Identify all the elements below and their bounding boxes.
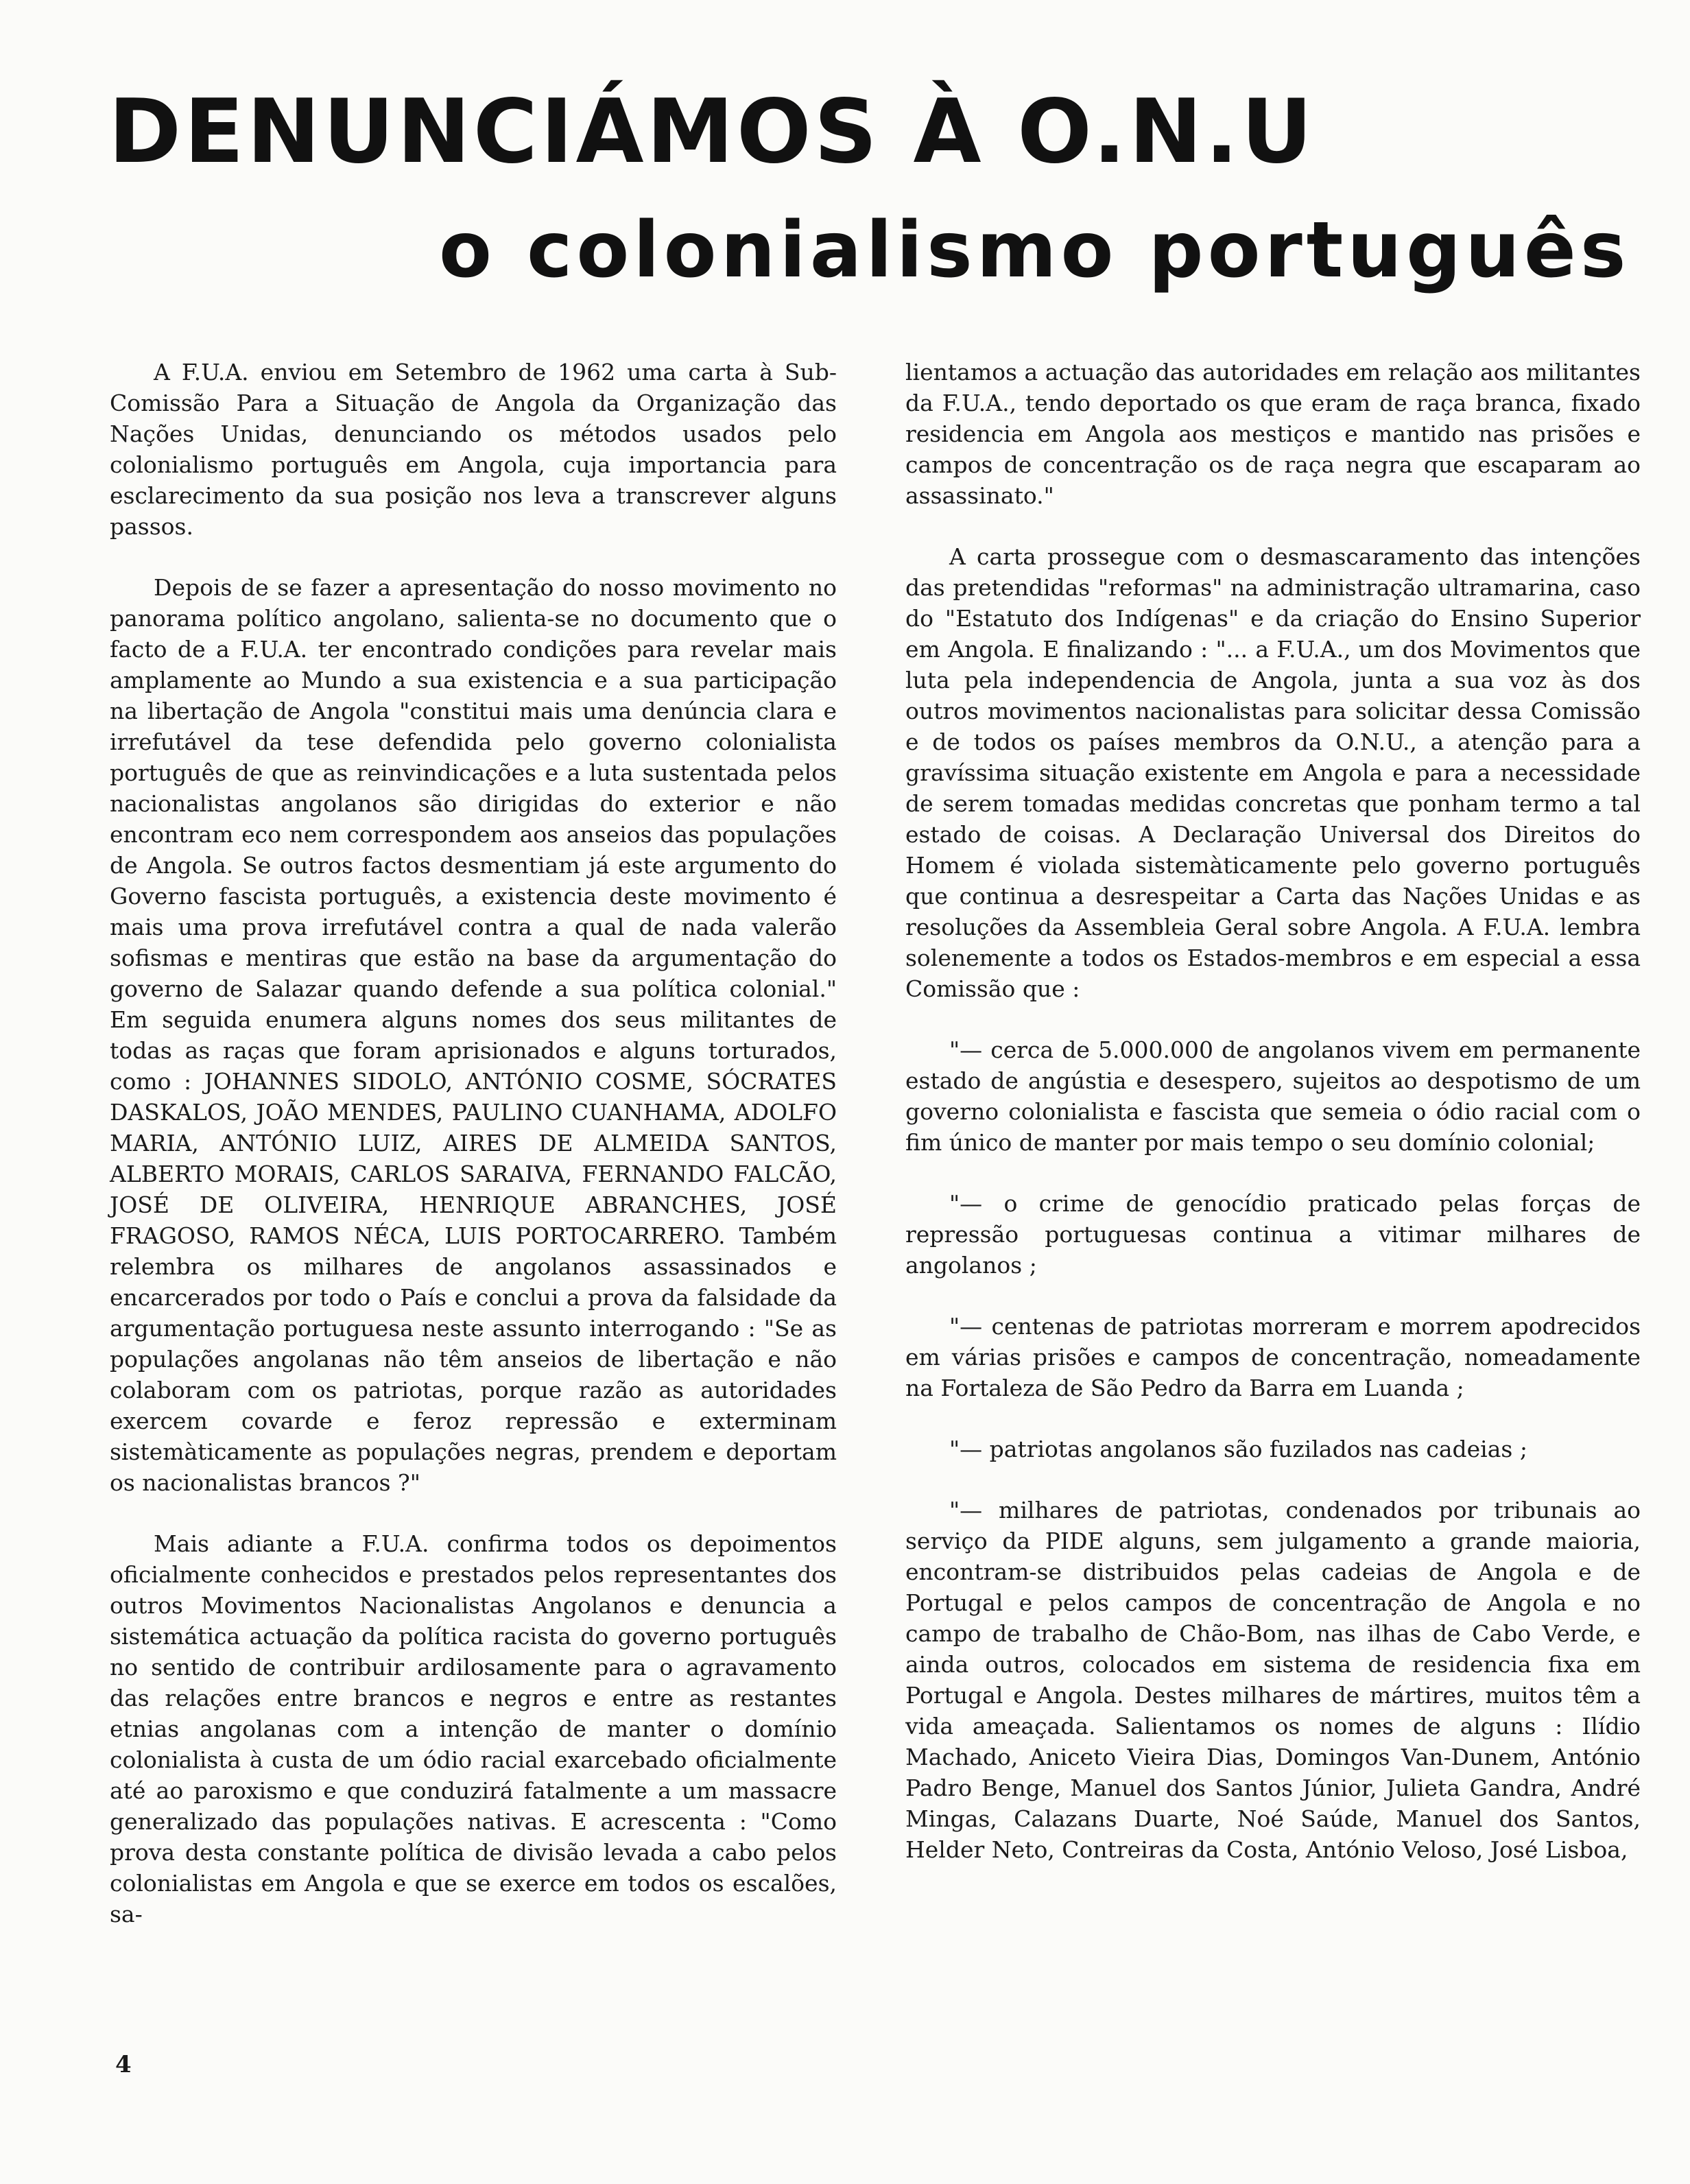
quote-item-genocide: "— o crime de genocídio praticado pelas forças de repressão portuguesas continua a vitimar milhares de angolanos ; [905, 1190, 1641, 1279]
quote-item-prisoners: "— milhares de patriotas, condenados por tribunais ao serviço da PIDE alguns, sem julgamento a grande maioria, encontram-se distribuidos pelas cadeias de Angola e de Portugal e pelos campos de concentração de Angola e no campo de trabalho de Chão-Bom, nas ilhas de Cabo Verde, e ainda outros, colocados em sistema de residencia fixa em Portugal e Angola. Destes milhares de mártires, muitos têm a vida ameaçada. Salientamos os nomes de alguns : Ilídio Machado, Aniceto Vieira Dias, Domingos Van-Dunem, António Padro Benge, Manuel dos Santos Júnior, Julieta Gandra, André Mingas, Calazans Duarte, Noé Saúde, Manuel dos Santos, Helder Neto, Contreiras da Costa, António Veloso, José Lisboa, [905, 1497, 1641, 1863]
paragraph-racist-policy: Mais adiante a F.U.A. confirma todos os depoimentos oficialmente conhecidos e prestados pelos representantes dos outros Movimentos Nacionalistas Angolanos e denuncia a sistemática actuação da política racista do governo português no sentido de contribuir ardilosamente para o agravamento das relações entre brancos e negros e entre as restantes etnias angolanas com a intenção de manter o domínio colonialista à custa de um ódio racial exarcebado oficialmente até ao paroxismo e que conduzirá fatalmente a um massacre generalizado das populações nativas. E acrescenta : "Como prova desta constante política de divisão levada a cabo pelos colonialistas em Angola e que se exerce em todos os escalões, sa- [110, 1530, 837, 1927]
quote-item-angolans: "— cerca de 5.000.000 de angolanos vivem em permanente estado de angústia e desespero, sujeitos ao despotismo de um governo colonialista e fascista que semeia o ódio racial com o fim único de manter por mais tempo o seu domínio colonial; [905, 1036, 1641, 1156]
paragraph-continuation: lientamos a actuação das autoridades em relação aos militantes da F.U.A., tendo deportado os que eram de raça branca, fixado residencia em Angola aos mestiços e mantido nas prisões e campos de concentração os de raça negra que escaparam ao assassinato." [905, 359, 1641, 509]
right-text-column [905, 357, 1641, 1895]
paragraph-presentation: Depois de se fazer a apresentação do nosso movimento no panorama político angolano, salienta-se no documento que o facto de a F.U.A. ter encontrado condições para revelar mais amplamente ao Mundo a sua existencia e a sua participação na libertação de Angola "constitui mais uma denúncia clara e irrefutável da tese defendida pelo governo colonialista português de que as reinvindicações e a luta sustentada pelos nacionalistas angolanos são dirigidas do exterior e não encontram eco nem correspondem aos anseios das populações de Angola. Se outros factos desmentiam já este argumento do Governo fascista português, a existencia deste movimento é mais uma prova irrefutável contra a qual de nada valerão sofismas e mentiras que estão na base da argumentação do governo de Salazar quando defende a sua política colonial." Em seguida enumera alguns nomes dos seus militantes de todas as raças que foram aprisionados e alguns torturados, como : JOHANNES SIDOLO, ANTÓNIO COSME, SÓCRATES DASKALOS, JOÃO MENDES, PAULINO CUANHAMA, ADOLFO MARIA, ANTÓNIO LUIZ, AIRES DE ALMEIDA SANTOS, ALBERTO MORAIS, CARLOS SARAIVA, FERNANDO FALCÃO, JOSÉ DE OLIVEIRA, HENRIQUE ABRANCHES, JOSÉ FRAGOSO, RAMOS NÉCA, LUIS PORTOCARRERO. Também relembra os milhares de angolanos assassinados e encarcerados por todo o País e conclui a prova da falsidade da argumentação portuguesa neste assunto interrogando : "Se as populações angolanas não têm anseios de libertação e não colaboram com os patriotas, porque razão as autoridades exercem covarde e feroz repressão e exterminam sistemàticamente as populações negras, prendem e deportam os nacionalistas brancos ?" [110, 574, 837, 1496]
paragraph-intro: A F.U.A. enviou em Setembro de 1962 uma carta à Sub-Comissão Para a Situação de Angola da Organização das Nações Unidas, denunciando os métodos usados pelo colonialismo português em Angola, cuja importancia para esclarecimento da sua posição nos leva a transcrever alguns passos. [110, 359, 837, 540]
page-number: 4 [115, 2051, 132, 2078]
headline-line-2: o colonialismo português [439, 206, 1630, 295]
left-text-column [110, 357, 837, 1960]
headline-line-1: DENUNCIÁMOS À O.N.U [108, 81, 1316, 183]
quote-item-executions: "— patriotas angolanos são fuzilados nas cadeias ; [949, 1436, 1527, 1462]
paragraph-reforms: A carta prossegue com o desmascaramento das intenções das pretendidas "reformas" na administração ultramarina, caso do "Estatuto dos Indígenas" e da criação do Ensino Superior em Angola. E finalizando : "... a F.U.A., um dos Movimentos que luta pela independencia de Angola, junta a sua voz às dos outros movimentos nacionalistas para solicitar dessa Comissão e de todos os países membros da O.N.U., a atenção para a gravíssima situação existente em Angola e para a necessidade de serem tomadas medidas concretas que ponham termo a tal estado de coisas. A Declaração Universal dos Direitos do Homem é violada sistemàticamente pelo governo português que continua a desrespeitar a Carta das Nações Unidas e as resoluções da Assembleia Geral sobre Angola. A F.U.A. lembra solenemente a todos os Estados-membros e em especial a essa Comissão que : [905, 543, 1641, 1002]
quote-item-prisons: "— centenas de patriotas morreram e morrem apodrecidos em várias prisões e campos de concentração, nomeadamente na Fortaleza de São Pedro da Barra em Luanda ; [905, 1313, 1641, 1401]
